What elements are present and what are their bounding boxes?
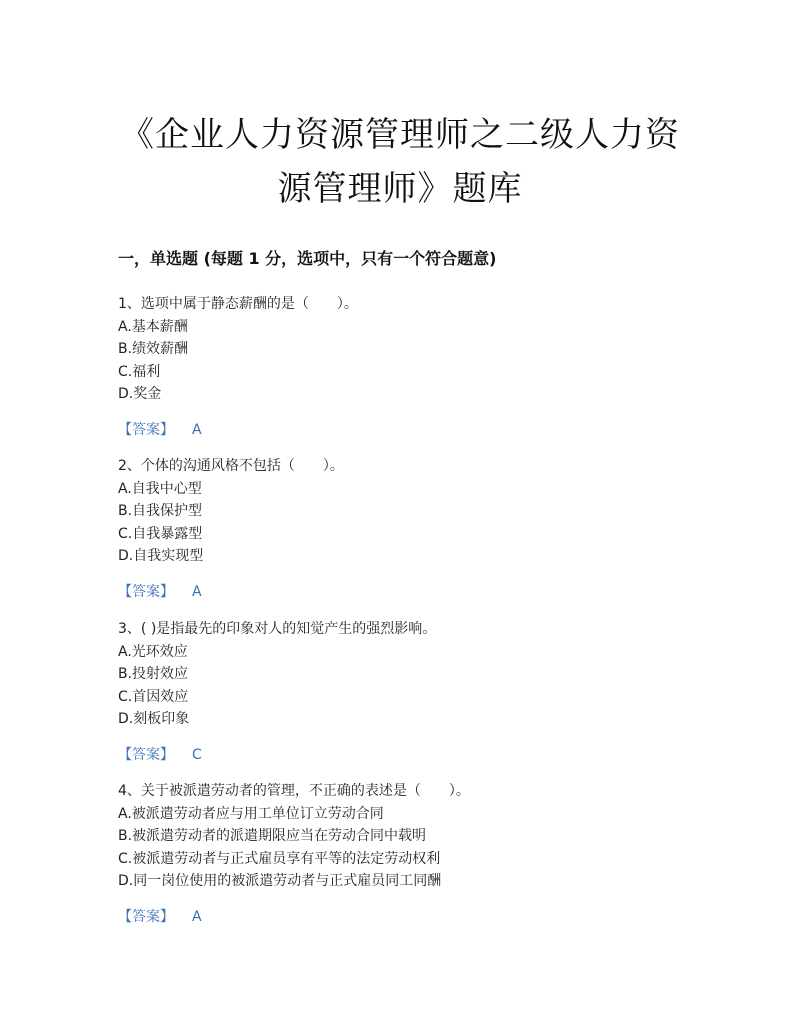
answer-value: A <box>192 584 202 600</box>
option-c: C.福利 <box>118 363 161 380</box>
question-4 <box>118 780 470 893</box>
section-heading: 一，单选题 (每题 1 分，选项中，只有一个符合题意) <box>118 249 497 268</box>
option-d: D.自我实现型 <box>118 548 204 565</box>
page-title <box>0 108 800 216</box>
answer-2 <box>118 581 202 603</box>
option-b: B.绩效薪酬 <box>118 341 189 358</box>
question-stem: 2、个体的沟通风格不包括（ ）。 <box>118 458 344 474</box>
question-1 <box>118 293 358 406</box>
option-b: B.投射效应 <box>118 666 189 683</box>
answer-4 <box>118 906 202 928</box>
option-b: B.被派遣劳动者的派遣期限应当在劳动合同中载明 <box>118 828 427 845</box>
option-a: A.基本薪酬 <box>118 318 188 335</box>
option-a: A.光环效应 <box>118 643 188 660</box>
option-c: C.被派遣劳动者与正式雇员享有平等的法定劳动权利 <box>118 850 441 867</box>
answer-label: 【答案】 <box>118 747 174 763</box>
answer-value: A <box>192 422 202 438</box>
answer-label: 【答案】 <box>118 584 174 600</box>
answer-value: C <box>192 747 202 763</box>
answer-label: 【答案】 <box>118 422 174 438</box>
option-d: D.同一岗位使用的被派遣劳动者与正式雇员同工同酬 <box>118 873 442 890</box>
option-c: C.首因效应 <box>118 688 189 705</box>
question-stem: 3、( )是指最先的印象对人的知觉产生的强烈影响。 <box>118 621 437 637</box>
option-d: D.刻板印象 <box>118 711 190 728</box>
question-stem: 1、选项中属于静态薪酬的是（ ）。 <box>118 296 358 312</box>
option-d: D.奖金 <box>118 386 162 403</box>
option-b: B.自我保护型 <box>118 503 203 520</box>
option-a: A.被派遣劳动者应与用工单位订立劳动合同 <box>118 805 384 822</box>
option-c: C.自我暴露型 <box>118 525 203 542</box>
question-stem: 4、关于被派遣劳动者的管理，不正确的表述是（ ）。 <box>118 783 470 799</box>
question-2 <box>118 455 344 568</box>
option-a: A.自我中心型 <box>118 480 202 497</box>
title-line-1: 《企业人力资源管理师之二级人力资 <box>120 115 680 155</box>
answer-3 <box>118 744 202 766</box>
title-line-2: 源管理师》题库 <box>277 169 523 209</box>
answer-label: 【答案】 <box>118 909 174 925</box>
question-3 <box>118 618 436 731</box>
answer-1 <box>118 419 202 441</box>
answer-value: A <box>192 909 202 925</box>
